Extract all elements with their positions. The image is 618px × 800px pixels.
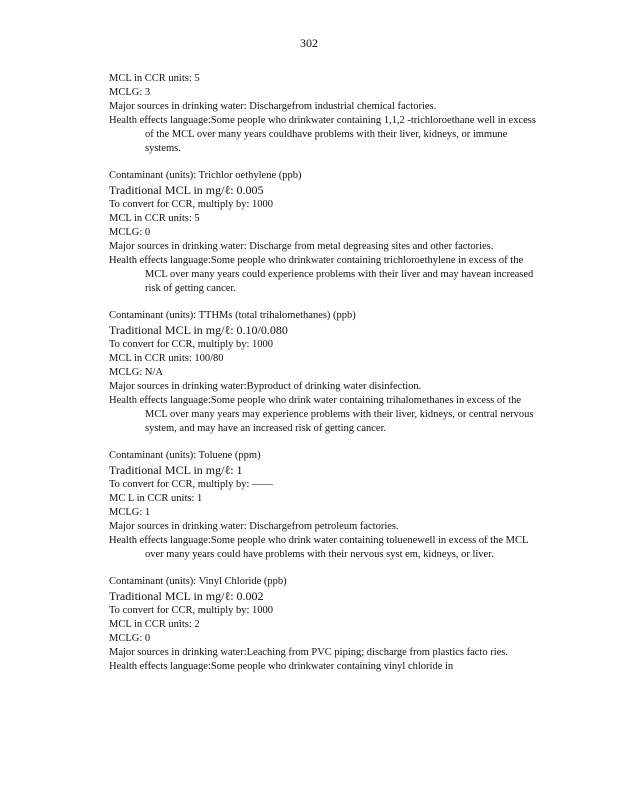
major-sources: Major sources in drinking water: Dischargefrom petroleum factories.	[109, 521, 399, 532]
traditional-mcl: Traditional MCL in mg/ℓ: 0.005	[109, 183, 264, 197]
mclg: MCLG: 0	[109, 633, 151, 644]
contaminant-block-continued	[109, 72, 539, 156]
health-effects: Health effects language:Some people who drinkwater containing 1,1,2 -trichloroethane well in excess of the MCL over many years couldhave problems with their liver, kidneys, or immune systems.	[109, 115, 536, 154]
mclg: MCLG: 3	[109, 87, 151, 98]
mcl-ccr-units: MCL in CCR units: 5	[109, 213, 200, 224]
major-sources: Major sources in drinking water: Dischargefrom industrial chemical factories.	[109, 101, 437, 112]
contaminant-block-trichloroethylene	[109, 169, 539, 296]
mclg: MCLG: 1	[109, 507, 151, 518]
traditional-mcl: Traditional MCL in mg/ℓ: 1	[109, 463, 243, 477]
major-sources: Major sources in drinking water: Discharge from metal degreasing sites and other factories.	[109, 241, 494, 252]
mcl-ccr-units: MCL in CCR units: 5	[109, 73, 200, 84]
contaminant-units: Contaminant (units): TTHMs (total trihalomethanes) (ppb)	[109, 310, 356, 321]
health-effects: Health effects language:Some people who drinkwater containing vinyl chloride in	[109, 661, 454, 672]
contaminant-block-toluene	[109, 449, 539, 562]
health-effects: Health effects language:Some people who drinkwater containing trichloroethylene in excess of the MCL over many years could experience problems with their liver and may havean increased risk of getting cancer.	[109, 255, 534, 294]
mclg: MCLG: N/A	[109, 367, 163, 378]
mcl-ccr-units: MCL in CCR units: 2	[109, 619, 200, 630]
convert-factor: To convert for CCR, multiply by: 1000	[109, 199, 274, 210]
contaminant-units: Contaminant (units): Vinyl Chloride (ppb)	[109, 576, 287, 587]
convert-factor: To convert for CCR, multiply by: ——	[109, 479, 274, 490]
document-body	[109, 72, 539, 674]
mcl-ccr-units: MCL in CCR units: 100/80	[109, 353, 224, 364]
traditional-mcl: Traditional MCL in mg/ℓ: 0.002	[109, 589, 264, 603]
convert-factor: To convert for CCR, multiply by: 1000	[109, 605, 274, 616]
major-sources: Major sources in drinking water:Leaching from PVC piping; discharge from plastics facto ries.	[109, 647, 508, 658]
health-effects: Health effects language:Some people who drink water containing trihalomethanes in excess of the MCL over many years may experience problems with their liver, kidneys, or central nervous system, and may have an increased risk of getting cancer.	[109, 395, 534, 434]
contaminant-block-vinyl-chloride	[109, 575, 539, 674]
contaminant-units: Contaminant (units): Toluene (ppm)	[109, 450, 261, 461]
mclg: MCLG: 0	[109, 227, 151, 238]
page-number: 302	[300, 36, 318, 50]
contaminant-units: Contaminant (units): Trichlor oethylene (ppb)	[109, 170, 302, 181]
contaminant-block-tthms	[109, 309, 539, 436]
mcl-ccr-units: MC L in CCR units: 1	[109, 493, 203, 504]
health-effects: Health effects language:Some people who drink water containing toluenewell in excess of the MCL over many years could have problems with their nervous syst em, kidneys, or liver.	[109, 535, 529, 560]
traditional-mcl: Traditional MCL in mg/ℓ: 0.10/0.080	[109, 323, 288, 337]
major-sources: Major sources in drinking water:Byproduct of drinking water disinfection.	[109, 381, 422, 392]
convert-factor: To convert for CCR, multiply by: 1000	[109, 339, 274, 350]
